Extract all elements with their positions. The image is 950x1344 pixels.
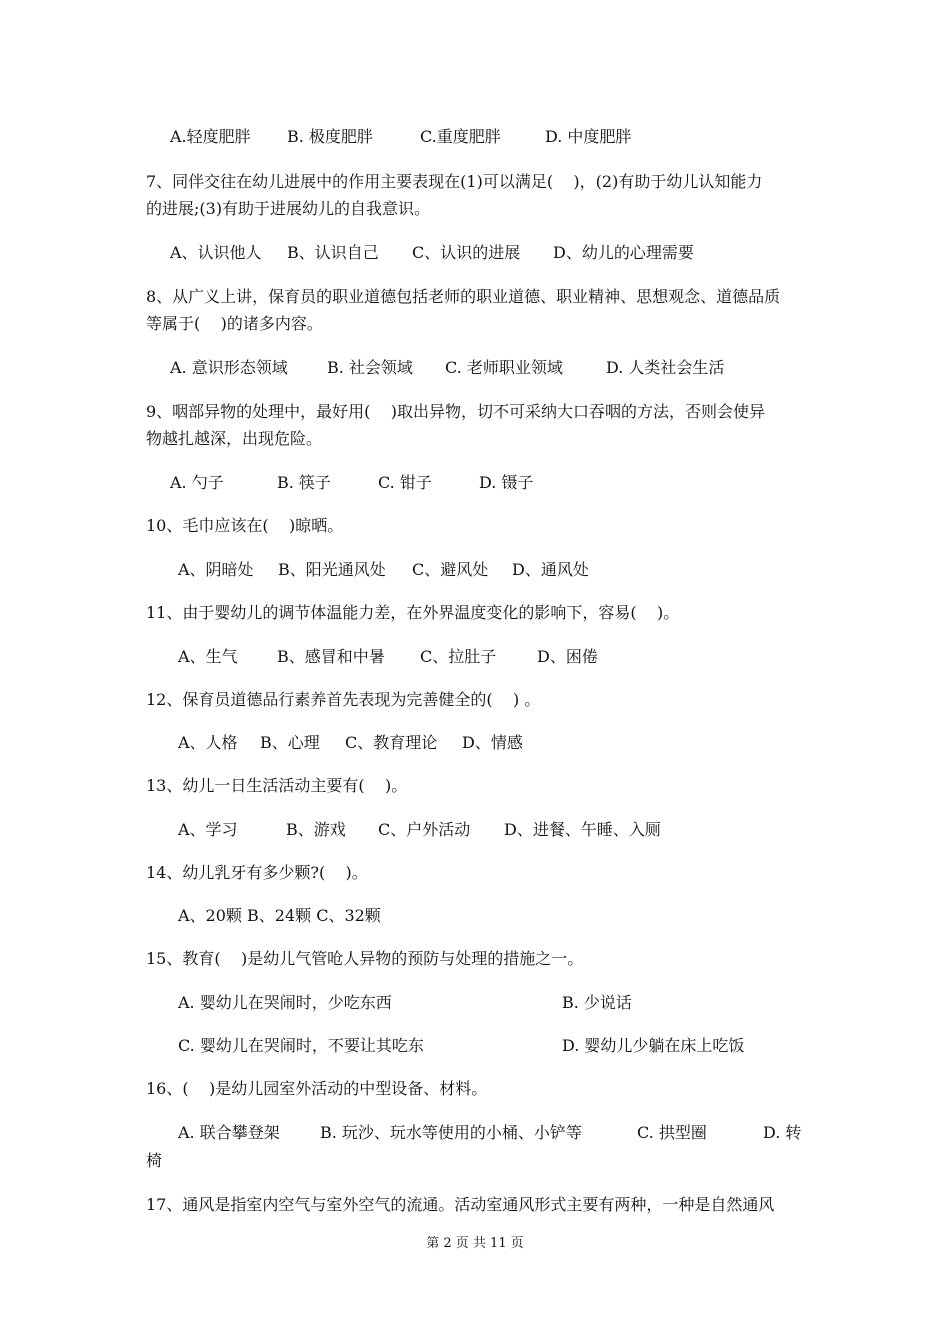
q12-option-d: D、情感 [462,733,523,752]
q8-option-d: D. 人类社会生活 [606,358,725,377]
q16-option-c: C. 拱型圈 [637,1123,707,1142]
q6-option-a: A.轻度肥胖 [170,127,251,146]
q9-stem-line2: 物越扎越深，出现危险。 [146,429,323,448]
q8-option-b: B. 社会领域 [327,358,413,377]
q7-stem-line1: 7、同伴交往在幼儿进展中的作用主要表现在(1)可以满足( )，(2)有助于幼儿认知能力 [146,172,763,191]
q16-option-d-wrap: 椅 [146,1151,163,1170]
q11-option-b: B、感冒和中暑 [277,647,385,666]
q15-option-a: A. 婴幼儿在哭闹时，少吃东西 [178,993,392,1012]
q16-option-a: A. 联合攀登架 [178,1123,280,1142]
q9-option-b: B. 筷子 [277,473,331,492]
q7-option-d: D、幼儿的心理需要 [553,243,694,262]
q13-option-a: A、学习 [178,820,238,839]
q9-stem-line1: 9、咽部异物的处理中，最好用( )取出异物，切不可采纳大口吞咽的方法，否则会使异 [146,402,766,421]
q6-option-c: C.重度肥胖 [420,127,501,146]
q11-stem: 11、由于婴幼儿的调节体温能力差，在外界温度变化的影响下，容易( )。 [146,603,680,622]
q13-option-b: B、游戏 [286,820,346,839]
q9-option-d: D. 镊子 [479,473,534,492]
q9-option-a: A. 勺子 [170,473,224,492]
q13-option-d: D、进餐、午睡、入厕 [504,820,661,839]
q8-stem-line1: 8、从广义上讲，保育员的职业道德包括老师的职业道德、职业精神、思想观念、道德品质 [146,287,781,306]
q11-option-c: C、拉肚子 [420,647,497,666]
q6-option-b: B. 极度肥胖 [287,127,373,146]
q7-option-b: B、认识自己 [287,243,379,262]
q14-stem: 14、幼儿乳牙有多少颗?( )。 [146,863,368,882]
q10-option-b: B、阳光通风处 [278,560,386,579]
q9-option-c: C. 钳子 [378,473,432,492]
q16-option-d: D. 转 [763,1123,802,1142]
q8-option-c: C. 老师职业领域 [445,358,563,377]
q6-option-d: D. 中度肥胖 [545,127,632,146]
q10-stem: 10、毛巾应该在( )晾晒。 [146,516,344,535]
q8-option-a: A. 意识形态领域 [170,358,288,377]
q16-stem: 16、( )是幼儿园室外活动的中型设备、材料。 [146,1079,488,1098]
q12-option-c: C、教育理论 [345,733,438,752]
q13-stem: 13、幼儿一日生活活动主要有( )。 [146,776,408,795]
q14-options: A、20颗 B、24颗 C、32颗 [178,906,381,925]
q11-option-d: D、困倦 [537,647,598,666]
q13-option-c: C、户外活动 [378,820,471,839]
q12-option-b: B、心理 [260,733,320,752]
q8-stem-line2: 等属于( )的诸多内容。 [146,314,323,333]
q15-option-d: D. 婴幼儿少躺在床上吃饭 [562,1036,745,1055]
q7-option-a: A、认识他人 [170,243,262,262]
q12-stem: 12、保育员道德品行素养首先表现为完善健全的( ) 。 [146,690,541,709]
q15-option-c: C. 婴幼儿在哭闹时，不要让其吃东 [178,1036,424,1055]
page-footer: 第 2 页 共 11 页 [426,1236,524,1251]
q7-stem-line2: 的进展;(3)有助于进展幼儿的自我意识。 [146,199,431,218]
q15-stem: 15、教育( )是幼儿气管呛人异物的预防与处理的措施之一。 [146,949,584,968]
q10-option-c: C、避风处 [412,560,489,579]
q12-option-a: A、人格 [178,733,238,752]
q10-option-a: A、阴暗处 [178,560,254,579]
q7-option-c: C、认识的进展 [412,243,521,262]
q16-option-b: B. 玩沙、玩水等使用的小桶、小铲等 [320,1123,582,1142]
q11-option-a: A、生气 [178,647,238,666]
q15-option-b: B. 少说话 [562,993,632,1012]
q17-stem: 17、通风是指室内空气与室外空气的流通。活动室通风形式主要有两种，一种是自然通风 [146,1195,775,1214]
q10-option-d: D、通风处 [512,560,589,579]
